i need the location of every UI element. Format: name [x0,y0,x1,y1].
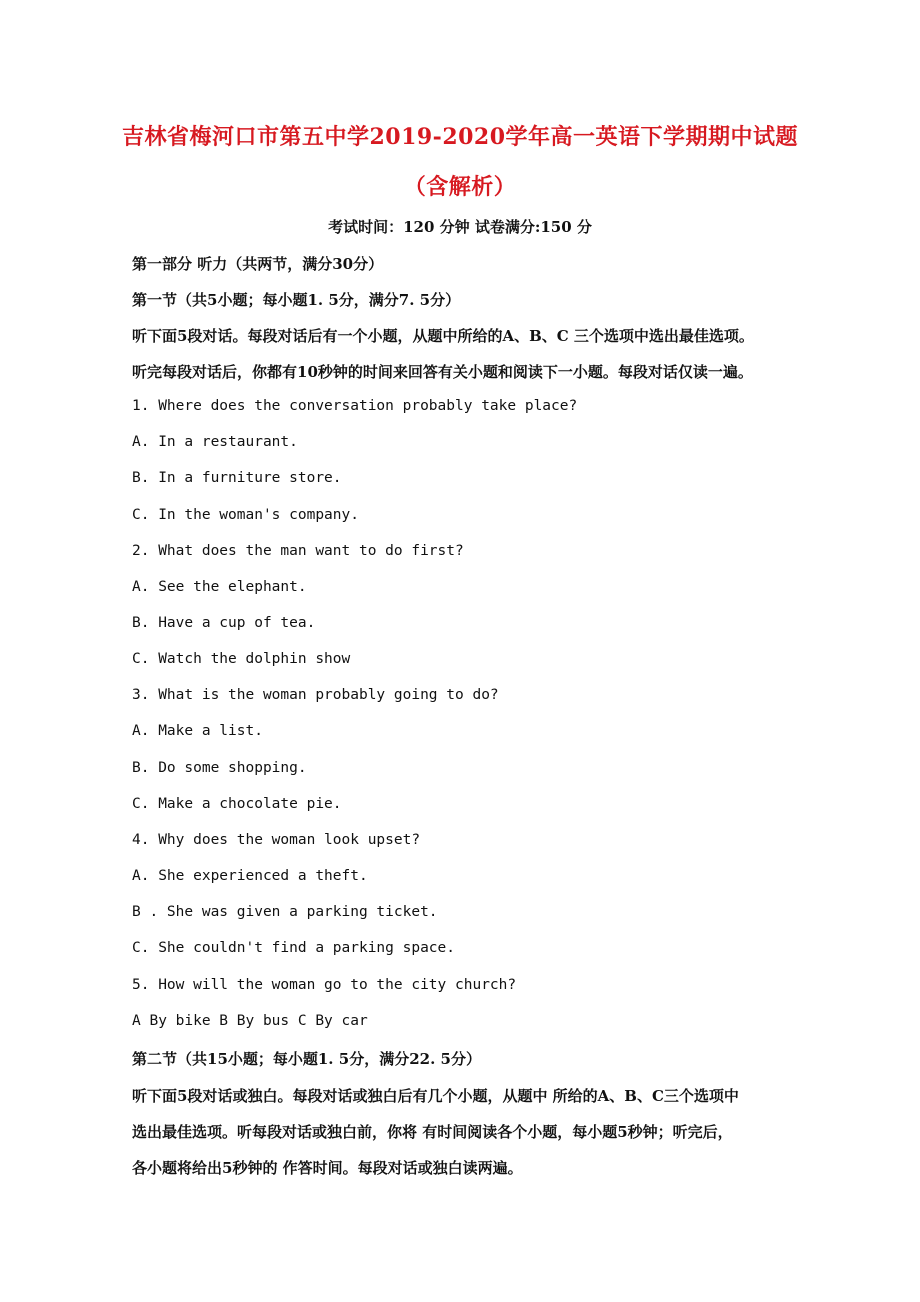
option: A. Make a list. [132,723,263,739]
instruction-text: 听下面5段对话。每段对话后有一个小题，从题中所给的A、B、C 三个选项中选出最佳选项。 [132,327,754,345]
section-heading: 第二节（共15小题；每小题1. 5分，满分22. 5分） [132,1050,481,1068]
question: 3. What is the woman probably going to do? [132,687,499,703]
option: B . She was given a parking ticket. [132,904,438,920]
document-title: 吉林省梅河口市第五中学2019-2020学年高一英语下学期期中试题 [121,124,799,150]
option: B. Do some shopping. [132,760,307,776]
option: C. In the woman's company. [132,507,359,523]
section-heading: 第一节（共5小题；每小题1. 5分，满分7. 5分） [132,291,461,309]
document-subtitle: （含解析） [403,174,517,200]
instruction-text: 听下面5段对话或独白。每段对话或独白后有几个小题，从题中 所给的A、B、C三个选项中 [132,1087,739,1105]
option: A By bike B By bus C By car [132,1013,368,1029]
question: 1. Where does the conversation probably take place? [132,398,578,414]
option: B. Have a cup of tea. [132,615,316,631]
option: B. In a furniture store. [132,470,342,486]
question: 2. What does the man want to do first? [132,543,464,559]
question: 4. Why does the woman look upset? [132,832,421,848]
question: 5. How will the woman go to the city church? [132,977,517,993]
exam-meta: 考试时间：120 分钟 试卷满分:150 分 [328,218,592,236]
instruction-text: 各小题将给出5秒钟的 作答时间。每段对话或独白读两遍。 [132,1159,523,1177]
option: C. Watch the dolphin show [132,651,351,667]
option: A. She experienced a theft. [132,868,368,884]
option: A. See the elephant. [132,579,307,595]
part-heading: 第一部分 听力（共两节，满分30分） [132,255,384,273]
option: A. In a restaurant. [132,434,298,450]
instruction-text: 听完每段对话后，你都有10秒钟的时间来回答有关小题和阅读下一小题。每段对话仅读一遍。 [132,363,753,381]
instruction-text: 选出最佳选项。听每段对话或独白前，你将 有时间阅读各个小题，每小题5秒钟；听完后， [132,1123,733,1141]
option: C. She couldn't find a parking space. [132,940,456,956]
option: C. Make a chocolate pie. [132,796,342,812]
